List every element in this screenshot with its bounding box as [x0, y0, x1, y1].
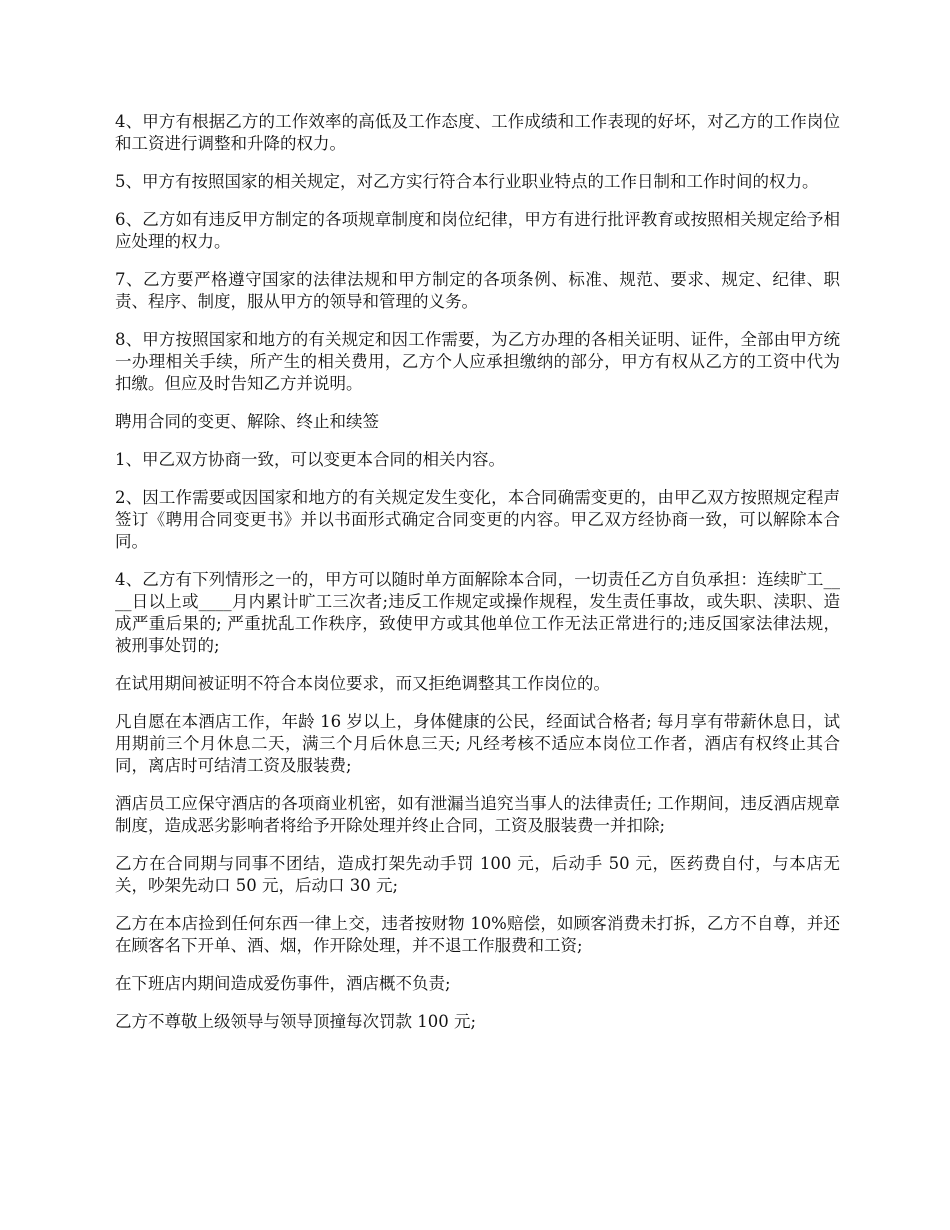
paragraph-respect: 乙方不尊敬上级领导与领导顶撞每次罚款 100 元;	[115, 1012, 477, 1031]
paragraph-eligibility: 凡自愿在本酒店工作，年龄 16 岁以上，身体健康的公民，经面试合格者; 每月享有带薪休息日，试用期前三个月休息二天，满三个月后休息三天; 凡经考核不适应本岗位工作者，酒店有权终止其合同，离店时可结清工资及服装费;	[115, 712, 840, 775]
paragraph-lost-items: 乙方在本店捡到任何东西一律上交，违者按财物 10%赔偿，如顾客消费未打拆，乙方不自尊，并还在顾客名下开单、酒、烟，作开除处理，并不退工作服费和工资;	[115, 914, 840, 955]
paragraph-probation: 在试用期间被证明不符合本岗位要求，而又拒绝调整其工作岗位的。	[115, 674, 610, 693]
paragraph-clause-8: 8、甲方按照国家和地方的有关规定和因工作需要，为乙方办理的各相关证明、证件，全部由甲方统一办理相关手续，所产生的相关费用，乙方个人应承担缴纳的部分，甲方有权从乙方的工资中代为扣缴。但应及时告知乙方并说明。	[115, 330, 840, 393]
paragraph-duty-7: 7、乙方要严格遵守国家的法律法规和甲方制定的各项条例、标准、规范、要求、规定、纪律、职责、程序、制度，服从甲方的领导和管理的义务。	[115, 270, 840, 311]
paragraph-right-6: 6、乙方如有违反甲方制定的各项规章制度和岗位纪律，甲方有进行批评教育或按照相关规定给予相应处理的权力。	[115, 210, 840, 251]
document-body	[115, 111, 840, 1049]
paragraph-right-5: 5、甲方有按照国家的相关规定，对乙方实行符合本行业职业特点的工作日制和工作时间的权力。	[115, 172, 819, 191]
paragraph-termination-4: 4、乙方有下列情形之一的，甲方可以随时单方面解除本合同，一切责任乙方自负承担：连续旷工____日以上或____月内累计旷工三次者;违反工作规定或操作规程，发生责任事故，或失职、渎职、造成严重后果的; 严重扰乱工作秩序，致使甲方或其他单位工作无法正常进行的;违反国家法律法规，被刑事处罚的;	[115, 570, 840, 655]
section-heading: 聘用合同的变更、解除、终止和续签	[115, 412, 379, 431]
paragraph-change-2: 2、因工作需要或因国家和地方的有关规定发生变化，本合同确需变更的，由甲乙双方按照规定程声签订《聘用合同变更书》并以书面形式确定合同变更的内容。甲乙双方经协商一致，可以解除本合同。	[115, 488, 840, 551]
paragraph-change-1: 1、甲乙双方协商一致，可以变更本合同的相关内容。	[115, 450, 505, 469]
paragraph-injury: 在下班店内期间造成爱伤事件，酒店概不负责;	[115, 974, 451, 993]
paragraph-right-4: 4、甲方有根据乙方的工作效率的高低及工作态度、工作成绩和工作表现的好坏，对乙方的工作岗位和工资进行调整和升降的权力。	[115, 112, 840, 153]
paragraph-fighting-penalty: 乙方在合同期与同事不团结，造成打架先动手罚 100 元，后动手 50 元，医药费自付，与本店无关，吵架先动口 50 元，后动口 30 元;	[115, 854, 840, 895]
paragraph-confidentiality: 酒店员工应保守酒店的各项商业机密，如有泄漏当追究当事人的法律责任; 工作期间，违反酒店规章制度，造成恶劣影响者将给予开除处理并终止合同，工资及服装费一并扣除;	[115, 794, 840, 835]
